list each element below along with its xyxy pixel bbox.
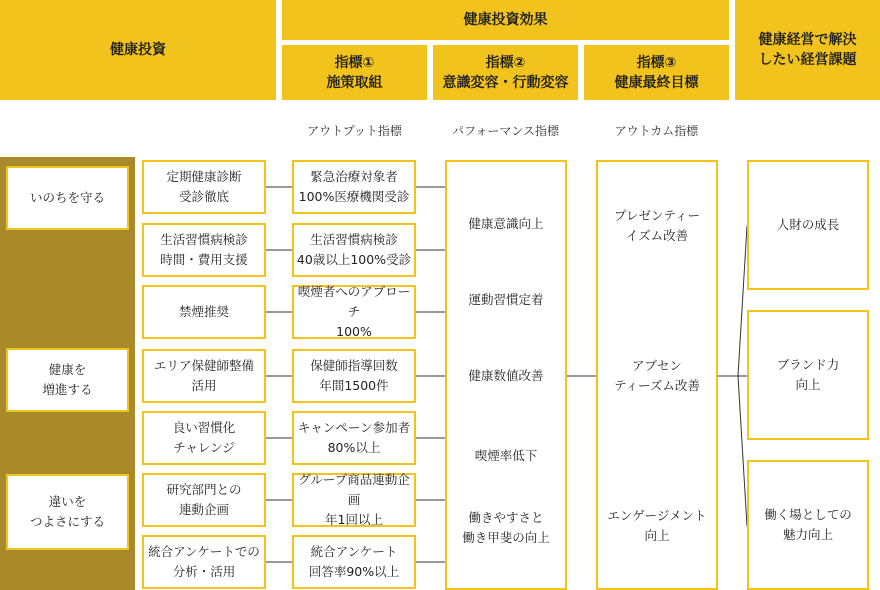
outcome-item: プレゼンティー イズム改善 (613, 208, 700, 243)
header-kpi3: 指標③ 健康最終目標 (584, 45, 729, 100)
header-effect: 健康投資効果 (282, 0, 729, 40)
measure-box: 生活習慣病検診 時間・費用支援 (142, 223, 266, 277)
performance-item: 働きやすさと 働き甲斐の向上 (462, 510, 550, 545)
header-investment: 健康投資 (0, 0, 276, 100)
measure-box: 研究部門との 連動企画 (142, 473, 266, 527)
performance-item: 運動習慣定着 (468, 292, 544, 307)
output-indicator-box: 保健師指導回数 年間1500件 (292, 349, 416, 403)
theme-protect-life: いのちを守る (6, 166, 129, 230)
outcome-item: エンゲージメント 向上 (607, 508, 707, 543)
performance-item: 健康数値改善 (468, 368, 544, 383)
performance-item: 健康意識向上 (468, 216, 544, 231)
measure-box: 統合アンケートでの 分析・活用 (142, 535, 266, 589)
output-indicator-box: グループ商品連動企画 年1回以上 (292, 473, 416, 527)
theme-diversity-strength: 違いを つよさにする (6, 474, 129, 550)
performance-item: 喫煙率低下 (474, 448, 538, 463)
measure-box: 禁煙推奨 (142, 285, 266, 339)
issue-box: 人財の成長 (747, 160, 869, 290)
subheader-performance: パフォーマンス指標 (451, 123, 560, 138)
output-indicator-box: 統合アンケート 回答率90%以上 (292, 535, 416, 589)
outcome-item: アブセン ティーズム改善 (614, 358, 700, 393)
output-indicator-box: キャンペーン参加者 80%以上 (292, 411, 416, 465)
outcome-column (596, 160, 718, 590)
measure-box: 定期健康診断 受診徹底 (142, 160, 266, 214)
output-indicator-box: 生活習慣病検診 40歳以上100%受診 (292, 223, 416, 277)
subheader-output: アウトプット指標 (307, 123, 402, 138)
theme-promote-health: 健康を 増進する (6, 348, 129, 412)
output-indicator-box: 緊急治療対象者 100%医療機関受診 (292, 160, 416, 214)
measure-box: エリア保健師整備 活用 (142, 349, 266, 403)
header-issues: 健康経営で解決 したい経営課題 (735, 0, 880, 100)
issue-box: 働く場としての 魅力向上 (747, 460, 869, 590)
output-indicator-box: 喫煙者へのアプローチ 100% (292, 285, 416, 339)
header-kpi2: 指標② 意識変容・行動変容 (433, 45, 578, 100)
issue-box: ブランド力 向上 (747, 310, 869, 440)
header-kpi1: 指標① 施策取組 (282, 45, 427, 100)
performance-column (445, 160, 567, 590)
subheader-outcome: アウトカム指標 (614, 123, 699, 138)
measure-box: 良い習慣化 チャレンジ (142, 411, 266, 465)
